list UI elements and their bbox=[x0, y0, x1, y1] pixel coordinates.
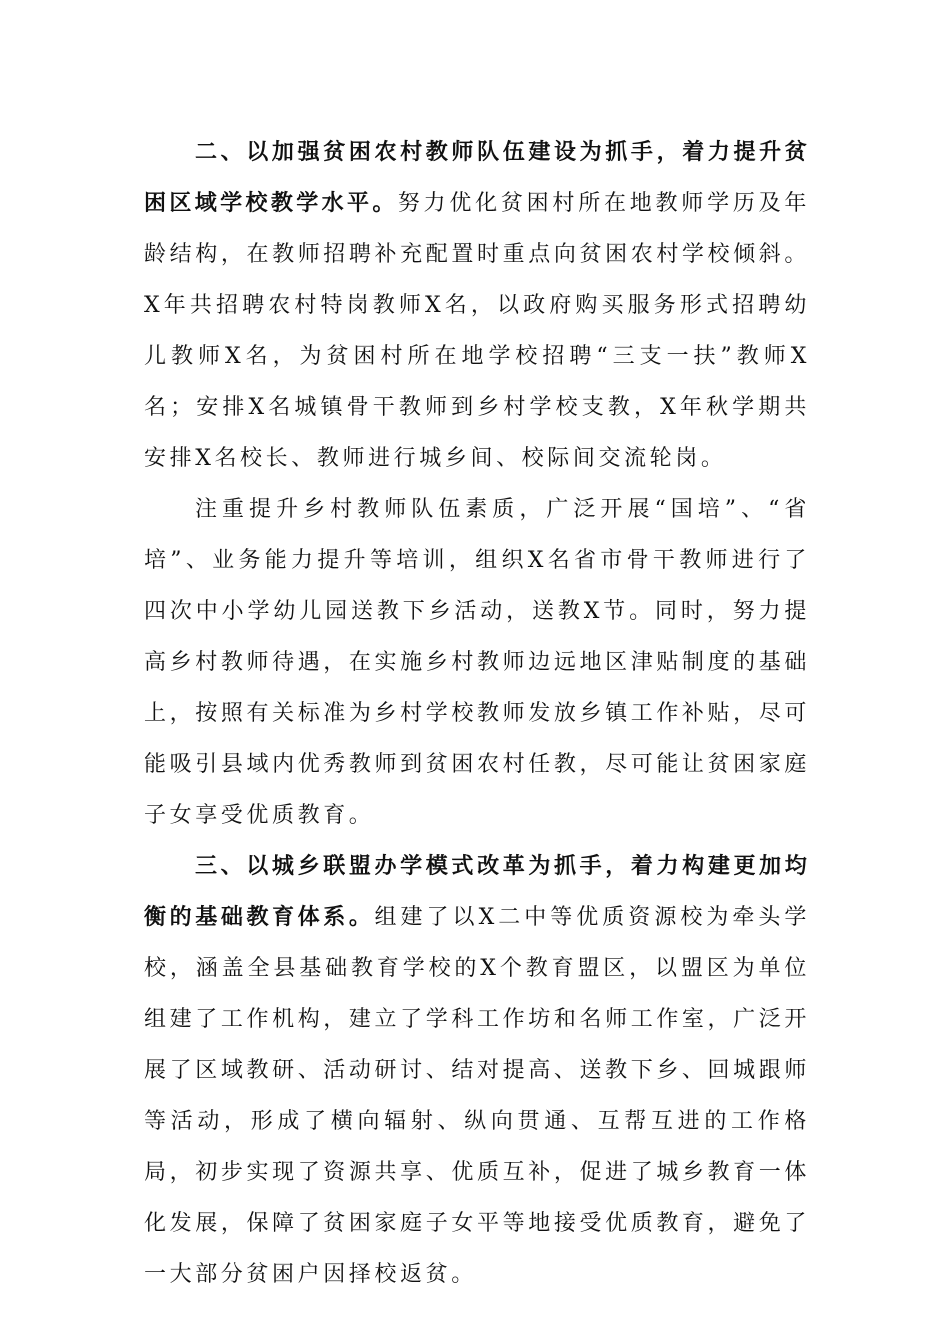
document-body bbox=[144, 127, 810, 1300]
paragraph-heading: 二、以加强贫困农村教师队伍建设为抓手，着力提升贫困区域学校教学水平。 bbox=[144, 140, 810, 216]
paragraph-heading: 三、以城乡联盟办学模式改革为抓手，着力构建更加均衡的基础教育体系。 bbox=[144, 854, 810, 930]
paragraph-school-alliance bbox=[144, 841, 810, 1300]
paragraph-teacher-team bbox=[144, 127, 810, 484]
paragraph-text: 注重提升乡村教师队伍素质，广泛开展“国培”、“省培”、业务能力提升等培训，组织X名省市骨干教师进行了四次中小学幼儿园送教下乡活动，送教X节。同时，努力提高乡村教师待遇，在实施乡村教师边远地区津贴制度的基础上，按照有关标准为乡村学校教师发放乡镇工作补贴，尽可能吸引县域内优秀教师到贫困农村任教，尽可能让贫困家庭子女享受优质教育。 bbox=[144, 497, 810, 828]
paragraph-text: 努力优化贫困村所在地教师学历及年龄结构，在教师招聘补充配置时重点向贫困农村学校倾斜。X年共招聘农村特岗教师X名，以政府购买服务形式招聘幼儿教师X名，为贫困村所在地学校招聘“三支一扶”教师X名；安排X名城镇骨干教师到乡村学校支教，X年秋学期共安排X名校长、教师进行城乡间、校际间交流轮岗。 bbox=[144, 191, 810, 471]
paragraph-text: 组建了以X二中等优质资源校为牵头学校，涵盖全县基础教育学校的X个教育盟区，以盟区为单位组建了工作机构，建立了学科工作坊和名师工作室，广泛开展了区域教研、活动研讨、结对提高、送教下乡、回城跟师等活动，形成了横向辐射、纵向贯通、互帮互进的工作格局，初步实现了资源共享、优质互补，促进了城乡教育一体化发展，保障了贫困家庭子女平等地接受优质教育，避免了一大部分贫困户因择校返贫。 bbox=[144, 905, 810, 1287]
paragraph-teacher-quality bbox=[144, 484, 810, 841]
